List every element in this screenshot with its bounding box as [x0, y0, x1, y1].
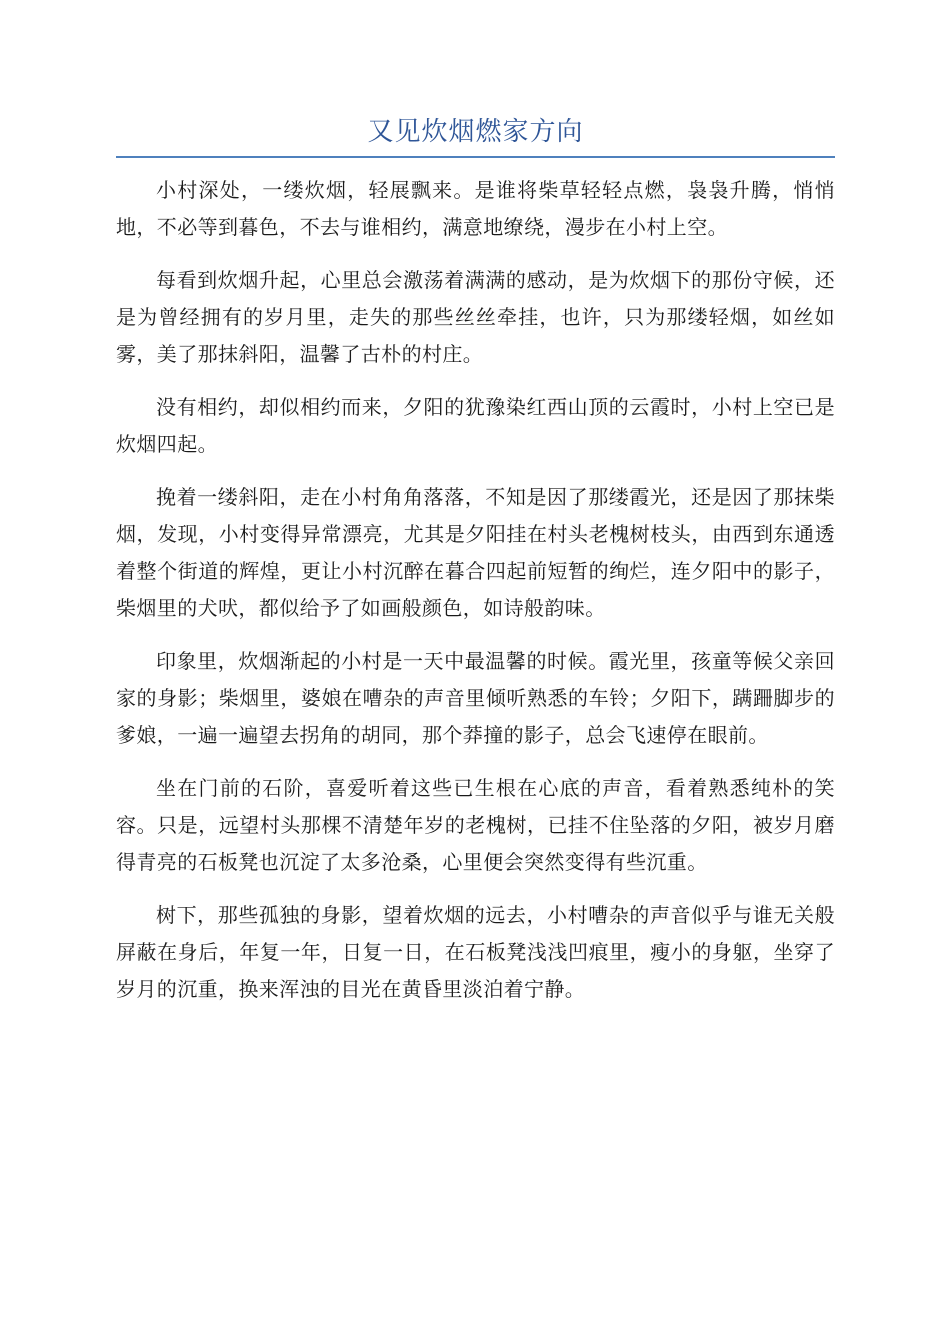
paragraph: 挽着一缕斜阳，走在小村角角落落，不知是因了那缕霞光，还是因了那抹柴烟，发现，小村变得异常漂亮，尤其是夕阳挂在村头老槐树枝头，由西到东通透着整个街道的辉煌，更让小村沉醉在暮合四起前短暂的绚烂，连夕阳中的影子，柴烟里的犬吠，都似给予了如画般颜色，如诗般韵味。	[116, 485, 835, 620]
paragraph: 坐在门前的石阶，喜爱听着这些已生根在心底的声音，看着熟悉纯朴的笑容。只是，远望村头那棵不清楚年岁的老槐树，已挂不住坠落的夕阳，被岁月磨得青亮的石板凳也沉淀了太多沧桑，心里便会突然变得有些沉重。	[116, 776, 835, 874]
paragraph: 每看到炊烟升起，心里总会激荡着满满的感动，是为炊烟下的那份守候，还是为曾经拥有的岁月里，走失的那些丝丝牵挂，也许，只为那缕轻烟，如丝如雾，美了那抹斜阳，温馨了古朴的村庄。	[116, 268, 835, 366]
paragraph: 树下，那些孤独的身影，望着炊烟的远去，小村嘈杂的声音似乎与谁无关般屏蔽在身后，年复一年，日复一日，在石板凳浅浅凹痕里，瘦小的身躯，坐穿了岁月的沉重，换来浑浊的目光在黄昏里淡泊着宁静。	[116, 903, 835, 1001]
paragraph: 印象里，炊烟渐起的小村是一天中最温馨的时候。霞光里，孩童等候父亲回家的身影；柴烟里，婆娘在嘈杂的声音里倾听熟悉的车铃；夕阳下，蹒跚脚步的爹娘，一遍一遍望去拐角的胡同，那个莽撞的影子，总会飞速停在眼前。	[116, 649, 835, 747]
paragraph: 没有相约，却似相约而来，夕阳的犹豫染红西山顶的云霞时，小村上空已是炊烟四起。	[116, 395, 835, 456]
title-block	[116, 108, 835, 158]
paragraph: 小村深处，一缕炊烟，轻展飘来。是谁将柴草轻轻点燃，袅袅升腾，悄悄地，不必等到暮色，不去与谁相约，满意地缭绕，漫步在小村上空。	[116, 178, 835, 239]
document-title: 又见炊烟燃家方向	[367, 117, 584, 147]
document-body	[116, 172, 835, 1024]
